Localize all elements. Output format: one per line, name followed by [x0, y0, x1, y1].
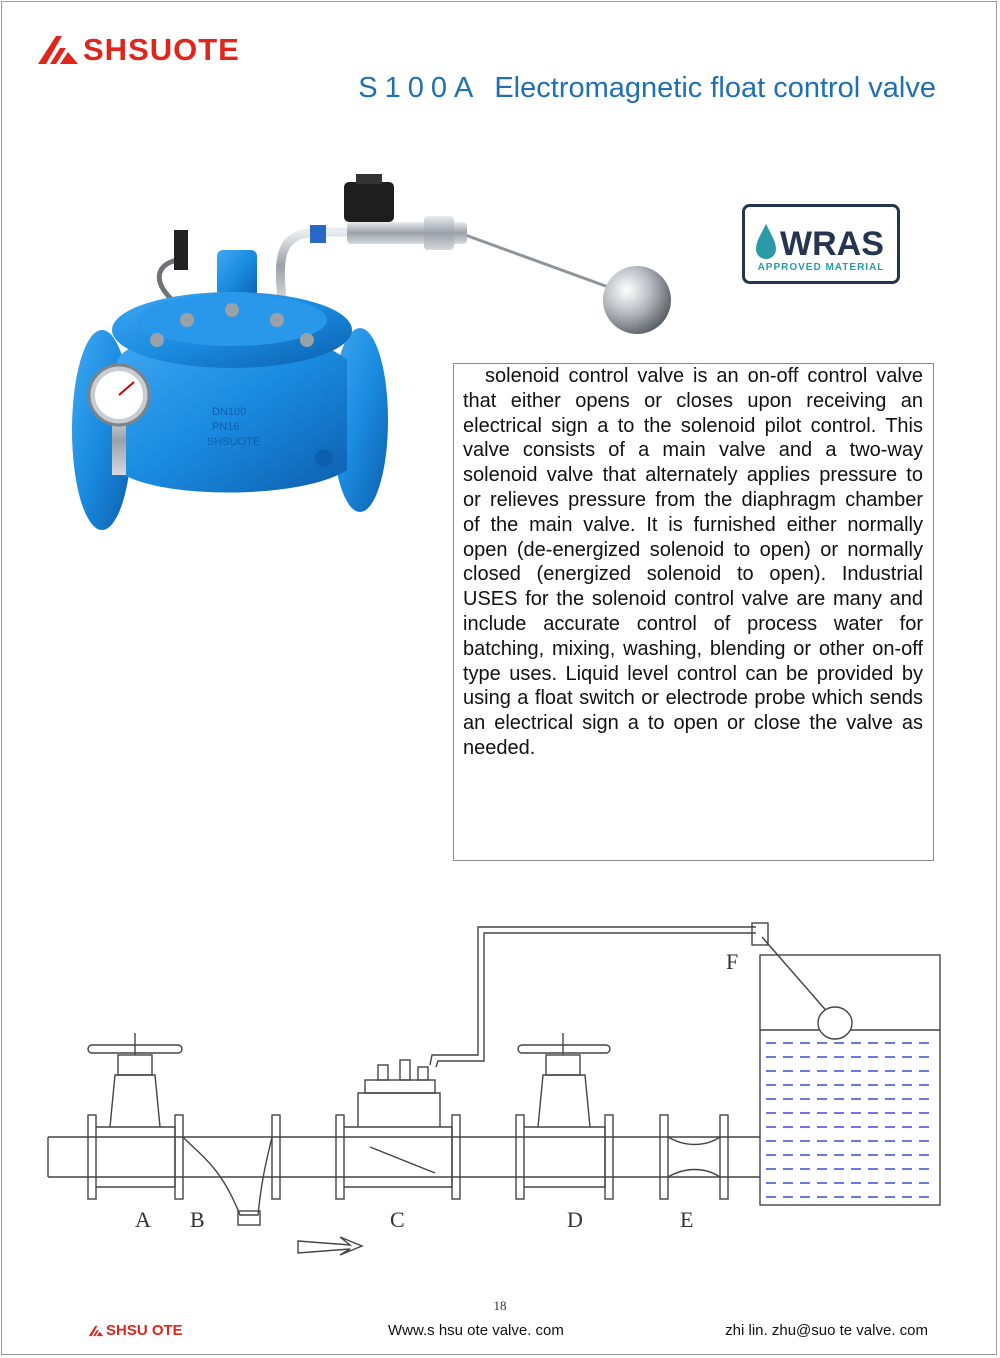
wras-text: WRAS: [780, 225, 884, 263]
diagram-label-c: C: [390, 1207, 405, 1232]
diagram-label-a: A: [135, 1207, 151, 1232]
brand-mark-icon: [36, 34, 80, 66]
diagram-label-f: F: [726, 949, 739, 974]
diagram-label-b: B: [190, 1207, 205, 1232]
wras-subtext: APPROVED MATERIAL: [757, 262, 885, 273]
footer-email[interactable]: zhi lin. zhu@suo te valve. com: [725, 1322, 928, 1339]
casting-mark: SHSUOTE: [207, 436, 261, 448]
product-name: Electromagnetic float control valve: [494, 72, 936, 104]
page-title: [358, 72, 936, 105]
brand-logo: [36, 30, 240, 70]
casting-mark: PN16: [212, 421, 240, 433]
installation-diagram: [40, 915, 950, 1270]
description-text: solenoid control valve is an on-off control valve that either opens or closes upon receiving an electrical sign a to the solenoid pilot control. This valve consists of a main valve and a two-way solenoid valve that alternately applies pressure to or relieves pressure from the diaphragm chamber of the main valve. It is furnished either normally open (de-energized solenoid to open) or normally closed (energized solenoid to open). Industrial USES for the solenoid control valve are many and include accurate control of process water for batching, mixing, washing, blending or other on-off type uses. Liquid level control can be provided by using a float switch or electrode probe which sends an electrical sign a to open or close the valve as needed.: [463, 365, 923, 759]
diagram-label-d: D: [567, 1207, 583, 1232]
brand-name: SHSUOTE: [83, 32, 240, 67]
page-number: 18: [493, 1298, 507, 1313]
description-box: [453, 363, 934, 861]
footer-logo: [88, 1322, 183, 1339]
footer-website[interactable]: Www.s hsu ote valve. com: [388, 1322, 564, 1339]
diagram-label-e: E: [680, 1207, 694, 1232]
footer-brand: SHSU OTE: [106, 1322, 183, 1339]
wras-badge: [742, 204, 900, 284]
brand-mark-icon: [88, 1325, 104, 1337]
model-code: S100A: [358, 72, 481, 104]
casting-mark: DN100: [212, 406, 247, 418]
